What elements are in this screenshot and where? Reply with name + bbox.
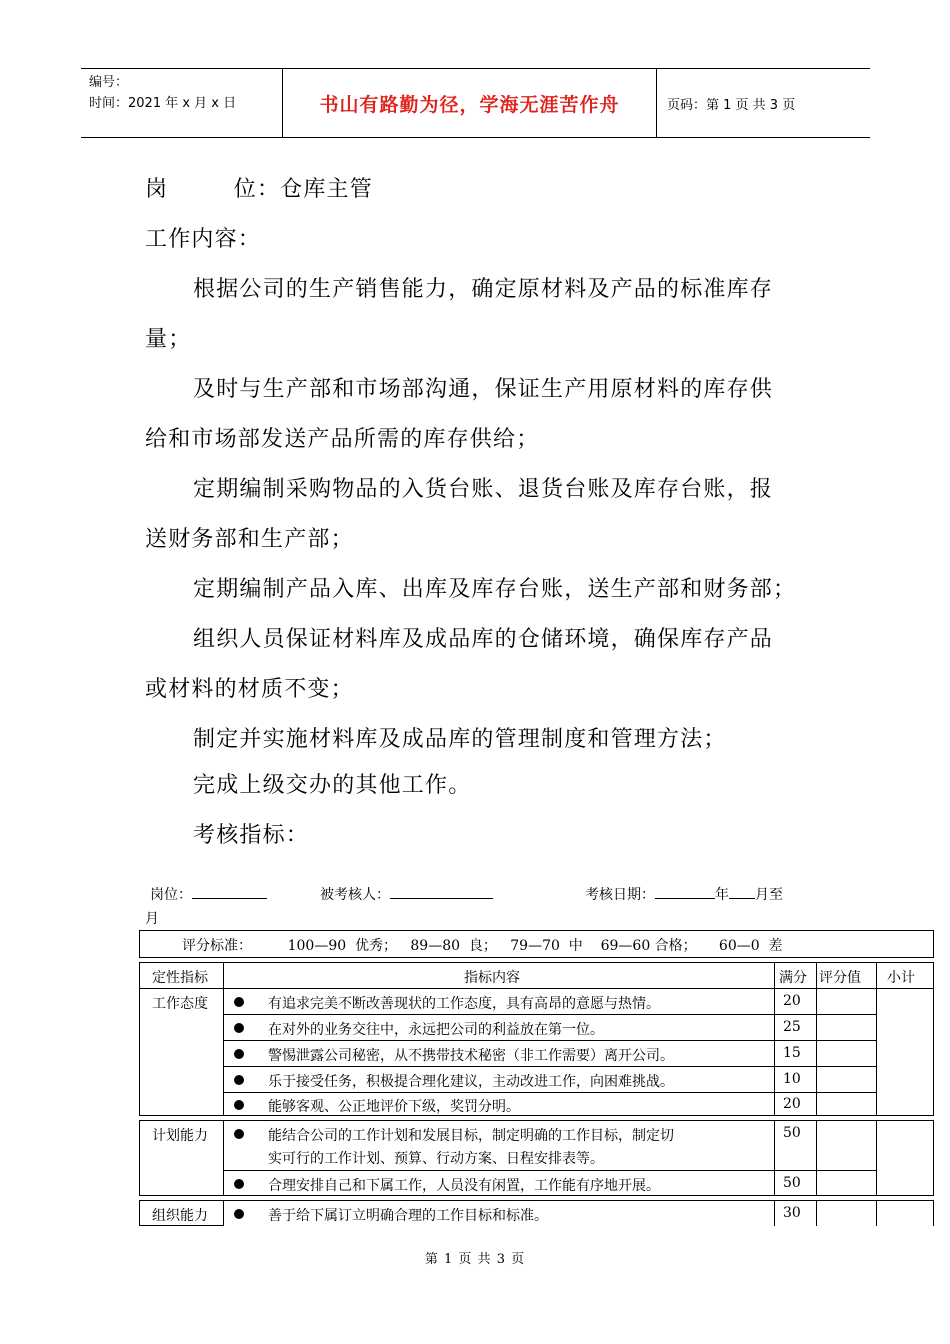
criteria-text: 评分标准： 100—90 优秀； 89—80 良； 79—70 中 69—60 合格； 60—0 差 [182,938,783,954]
post-value: 仓库主管 [280,177,373,202]
work-title: 工作内容： [145,227,262,252]
subtotal-cell [876,1120,934,1196]
form-month-to: 月至 [755,887,783,903]
bullet-icon [234,1049,244,1059]
form-assessee [320,884,493,904]
body-line: 制定并实施材料库及成品库的管理制度和管理方法； [193,727,727,752]
body-line: 量； [145,327,192,352]
table-row: 能够客观、公正地评价下级，奖罚分明。 [223,1092,774,1116]
body-line: 及时与生产部和市场部沟通，保证生产用原材料的库存供 [193,377,774,402]
form-date-label: 考核日期： [585,887,655,903]
table-row: 能结合公司的工作计划和发展目标，制定明确的工作目标，制定切 实可行的工作计划、预算、行动方案、日程安排表等。 [223,1120,774,1170]
body-line: 送财务部和生产部； [145,527,354,552]
group-name: 工作态度 [152,996,208,1012]
body-line: 根据公司的生产销售能力，确定原材料及产品的标准库存 [193,277,774,302]
body-line: 给和市场部发送产品所需的库存供给； [145,427,540,452]
score-cell [816,1170,876,1196]
header-page-info: 页码：第 1 页 共 3 页 [667,97,796,113]
bullet-icon [234,1129,244,1139]
full-score-cell: 15 [774,1040,816,1066]
bullet-icon [234,1100,244,1110]
bullet-icon [234,1209,244,1219]
form-year: 年 [715,887,729,903]
document-header [81,68,870,138]
group-attitude [139,988,223,1116]
score-cell [816,988,876,1014]
table-row: 善于给下属订立明确合理的工作目标和标准。 [223,1200,774,1226]
form-date-blank [655,884,715,899]
full-score-cell: 10 [774,1066,816,1092]
table-row: 有追求完美不断改善现状的工作态度，具有高昂的意愿与热情。 [223,988,774,1014]
full-score-cell: 20 [774,988,816,1014]
header-subtotal: 小计 [876,962,934,988]
bullet-icon [234,1179,244,1189]
subtotal-cell [876,1200,934,1226]
number-label: 编号： [89,75,129,90]
bullet-icon [234,1023,244,1033]
table-row: 合理安排自己和下属工作，人员没有闲置，工作能有序地开展。 [223,1170,774,1196]
form-post-label: 岗位： [150,887,192,903]
form-post [150,884,267,904]
post-label: 岗 位： [145,177,281,202]
header-content: 指标内容 [223,962,774,988]
form-month-blank [729,884,755,899]
score-cell [816,1066,876,1092]
header-meta [81,69,283,137]
full-score-cell: 50 [774,1120,816,1170]
header-qualitative: 定性指标 [139,962,223,988]
form-assessee-label: 被考核人： [320,887,390,903]
post-line [145,172,373,203]
full-score-cell: 25 [774,1014,816,1040]
group-name: 计划能力 [152,1128,208,1144]
header-score: 评分值 [816,962,876,988]
score-cell [816,1200,876,1226]
score-cell [816,1040,876,1066]
bullet-icon [234,1075,244,1085]
score-cell [816,1120,876,1170]
form-post-blank [192,884,267,899]
header-full-score: 满分 [774,962,816,988]
form-month: 月 [145,911,159,927]
full-score-cell: 20 [774,1092,816,1116]
full-score-cell: 30 [774,1200,816,1226]
subtotal-cell [876,988,934,1116]
header-motto: 书山有路勤为径，学海无涯苦作舟 [283,69,657,137]
group-organizing [139,1200,223,1226]
form-date [585,884,783,904]
group-planning [139,1120,223,1196]
body-line: 定期编制产品入库、出库及库存台账，送生产部和财务部； [193,577,797,602]
criteria-row [139,930,934,958]
table-row: 警惕泄露公司秘密，从不携带技术秘密（非工作需要）离开公司。 [223,1040,774,1066]
body-line: 定期编制采购物品的入货台账、退货台账及库存台账，报 [193,477,774,502]
bullet-icon [234,997,244,1007]
score-cell [816,1092,876,1116]
page-footer: 第 1 页 共 3 页 [424,1252,526,1267]
body-line: 考核指标： [193,823,310,848]
score-cell [816,1014,876,1040]
form-assessee-blank [390,884,493,899]
body-line: 完成上级交办的其他工作。 [193,773,472,798]
body-line: 组织人员保证材料库及成品库的仓储环境，确保库存产品 [193,627,774,652]
group-name: 组织能力 [152,1208,208,1224]
time-label: 时间：2021 年 x 月 x 日 [89,96,237,111]
full-score-cell: 50 [774,1170,816,1196]
table-row: 在对外的业务交往中，永远把公司的利益放在第一位。 [223,1014,774,1040]
body-line: 或材料的材质不变； [145,677,354,702]
table-row: 乐于接受任务，积极提合理化建议，主动改进工作，向困难挑战。 [223,1066,774,1092]
